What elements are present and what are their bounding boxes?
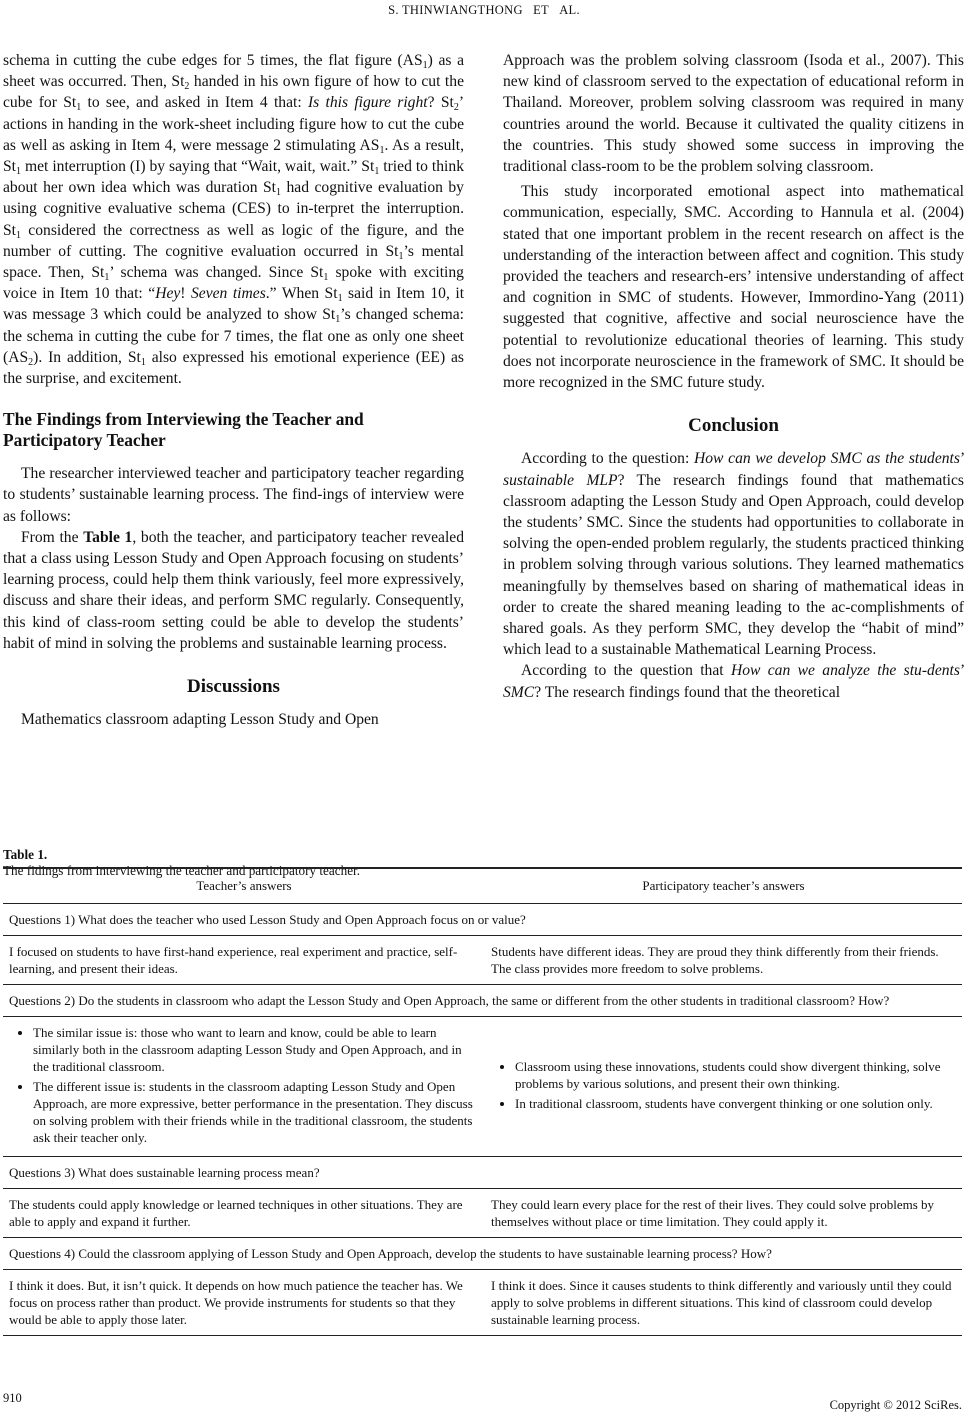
answer-2-teacher [3,1017,485,1157]
heading-findings: The Findings from Interviewing the Teacher and Participatory Teacher [3,409,364,451]
right-paragraph-1: Approach was the problem solving classroom (Isoda et al., 2007). This new kind of classroom served to the expectation of educational reform in Thailand. Moreover, problem solving classroom was required in many countries around the world. Because it cultivated the quality citizens in the countries. This study showed some success in improving the traditional class-room to be the problem solving classroom. [503,52,964,176]
question-4: Questions 4) Could the classroom applying of Lesson Study and Open Approach, develop the students to have sustainable learning process? How? [3,1238,962,1270]
running-head: S. THINWIANGTHONG ET AL. [388,3,580,17]
question-1: Questions 1) What does the teacher who used Lesson Study and Open Approach focus on or value? [3,904,962,936]
question-row-1 [3,904,962,936]
page-number: 910 [3,1391,22,1405]
list-item: • The different issue is: students in the classroom adapting Lesson Study and Open Approach, are more expressive, better performance in the presentation. They discuss on solving problem with their friends while in the traditional classroom, the students ask their teacher only. [33,1078,479,1146]
list-item: • The similar issue is: those who want to learn and know, could be able to learn similarly both in the classroom adapting Lesson Study and Open Approach, and in the traditional classroom. [33,1024,479,1075]
right-paragraph-3: According to the question: How can we develop SMC as the students’ sustainable MLP? The research findings found that mathematics classroom adapting the Lesson Study and Open Approach, could develop the students’ SMC. Since the students had opportunities to collaborate in solving the open-ended problem regularly, the students practiced thinking in problem solving through various solutions. They learned mathematics meaningfully by themselves based on sharing of mathematical ideas in order to create the shared meaning leading to the ac-complishments of shared goals. As they perform SMC, they develop the “habit of mind” which lead to a sustainable Mathematical Learning Process. [503,450,964,659]
question-row-4 [3,1238,962,1270]
left-column [3,50,464,730]
question-row-3 [3,1157,962,1189]
question-2: Questions 2) Do the students in classroom who adapt the Lesson Study and Open Approach, the same or different from the other students in traditional classroom? How? [3,985,962,1017]
answer-2-participatory [485,1017,962,1157]
answer-3-participatory: They could learn every place for the rest of their lives. They could solve problems by themselves without place or time limitation. They could apply it. [485,1189,962,1238]
right-paragraph-4: According to the question that How can we analyze the stu-dents’ SMC? The research findings found that the theoretical [503,662,965,701]
heading-discussions: Discussions [187,676,280,698]
right-paragraph-2: This study incorporated emotional aspect into mathematical communication, especially, SMC. According to Hannula et al. (2004) stated that one important problem in the recent research on affect is the understanding of the interaction between affect and cognition. This study provided the teachers and research-ers’ intensive understanding of affect and cognition in SMC of students. However, Immordino-Yang (2011) suggested that cognitive, affective and social neuroscience have the potential to revolutionize educational theories of learning. This study does not incorporate neuroscience in the framework of SMC. It should be more recognized in the SMC future study. [503,183,964,392]
table-label: Table 1. [3,847,48,862]
answer-row-1 [3,936,962,985]
heading-conclusion: Conclusion [688,415,779,437]
question-row-2 [3,985,962,1017]
header-participatory-answers: Participatory teacher’s answers [485,868,962,904]
question-3: Questions 3) What does sustainable learning process mean? [3,1157,962,1189]
left-paragraph-2: The researcher interviewed teacher and participatory teacher regarding to students’ sustainable learning process. The find-ings of interview were as follows: [3,465,464,525]
answer-4-teacher: I think it does. But, it isn’t quick. It depends on how much patience the teacher has. We focus on process rather than product. We provide instruments for students so that they would be able to apply those later. [3,1270,485,1336]
answer-1-teacher: I focused on students to have first-hand experience, real experiment and practice, self-learning, and present their ideas. [3,936,485,985]
answer-1-participatory: Students have different ideas. They are proud they think differently from their friends. The class provides more freedom to solve problems. [485,936,962,985]
answer-row-3 [3,1189,962,1238]
right-column [503,50,964,703]
list-item: • In traditional classroom, students have convergent thinking or one solution only. [515,1095,956,1112]
copyright: Copyright © 2012 SciRes. [829,1398,962,1412]
answer-row-2 [3,1017,962,1157]
left-paragraph-4: Mathematics classroom adapting Lesson Study and Open [21,711,379,729]
findings-table [3,867,962,1336]
table-header-row [3,868,962,904]
left-paragraph-1: schema in cutting the cube edges for 5 times, the flat figure $(AS_1)$ as a sheet was occurred. Then, $St_2$ handed in his own figure of how to cut the cube for $St_1$ to see, and asked in Item 4 that: Is this figure right? $St_2$’ actions in handing in the work-sheet including figure how to cut the cube as well as asking in Item 4, were message 2 stimulating $AS_1$. As a result, $St_1$ met interruption (I) by saying that “Wait, wait, wait.” $St_1$ tried to think about her own idea which was duration $St_1$ had cognitive evaluation by using cognitive evaluative schema (CES) to in-terpret the interruption. $St_1$ considered the correctness as well as logic of the figure, and the number of cutting. The cognitive evaluation occurred in $St_1’s$ mental space. Then, $St_1$’ schema was changed. Since $St_1$ spoke with exciting voice in Item 10 that: “Hey! Seven times.” When $St_1$ said in Item 10, it was message 3 which could be analyzed to show $St_1’s$ changed schema: the schema in cutting the cube for 7 times, the flat one as only one sheet $(AS_2)$. In addition, $St_1$ also expressed his emotional experience (EE) as the surprise, and excitement. [3,52,465,388]
answer-2-teacher-list [9,1024,479,1146]
answer-row-4 [3,1270,962,1336]
list-item: • Classroom using these innovations, students could show divergent thinking, solve problems by various solutions, and present their own thinking. [515,1058,956,1092]
answer-2-participatory-list [491,1058,956,1112]
left-paragraph-3: From the Table 1, both the teacher, and participatory teacher revealed that a class using Lesson Study and Open Approach focusing on students’ learning process, could help them think variously, feel more expressively, discuss and share their ideas, and perform SMC regularly. Consequently, this kind of class-room setting could be able to develop the students’ habit of mind in solving the problems and sustainable learning process. [3,528,464,652]
table-caption-text: The fidings from interviewing the teacher and participatory teacher. [3,863,361,878]
answer-4-participatory: I think it does. Since it causes students to think differently and variously until they could apply to solve problems in different situations. This kind of classroom could develop sustainable learning process. [485,1270,962,1336]
header-teacher-answers: Teacher’s answers [3,868,485,904]
answer-3-teacher: The students could apply knowledge or learned techniques in other situations. They are able to apply and expand it further. [3,1189,485,1238]
